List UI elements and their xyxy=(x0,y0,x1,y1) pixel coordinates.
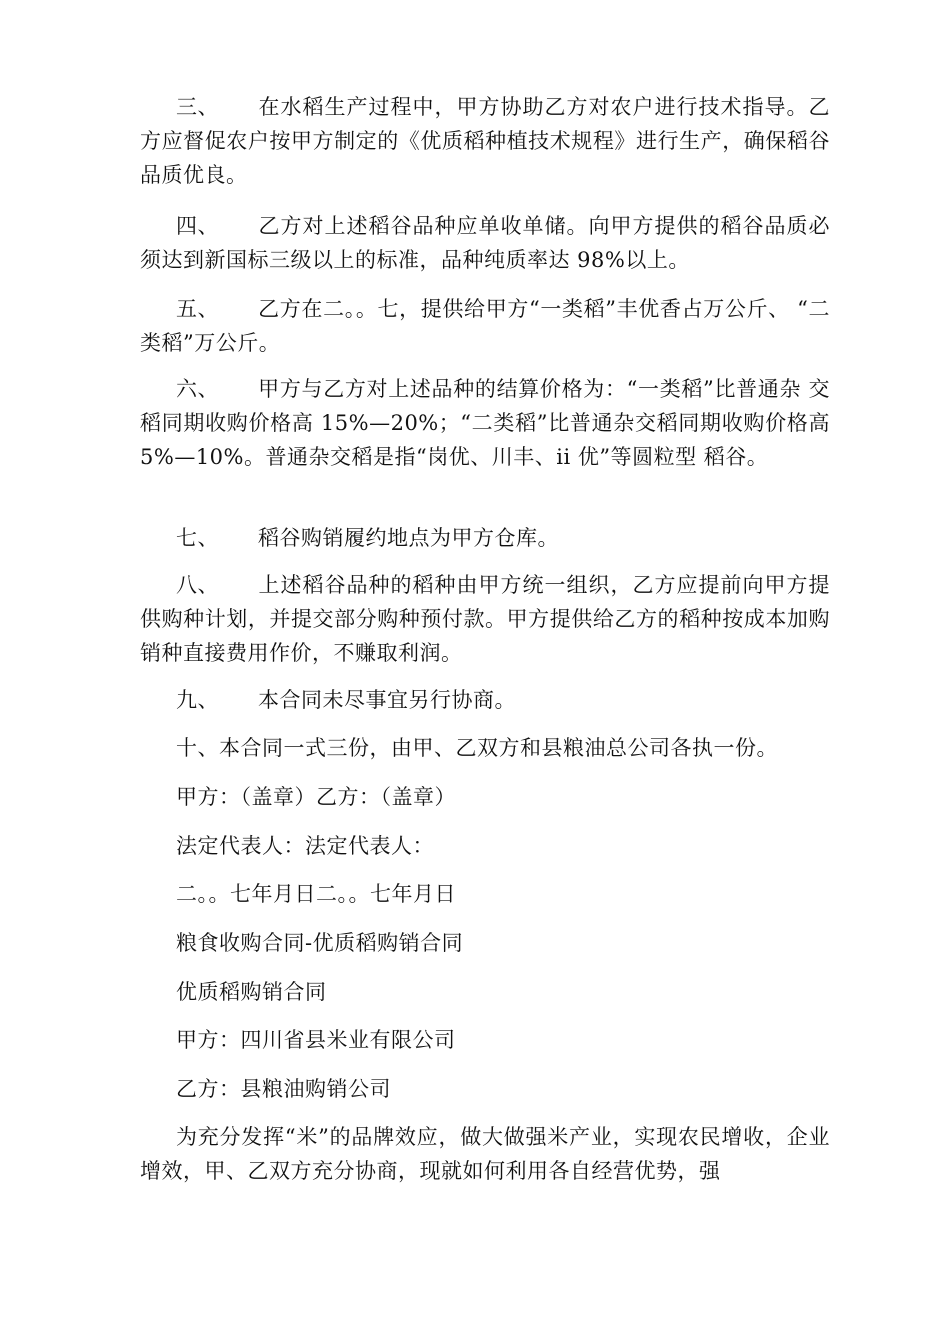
clause-text: 在水稻生产过程中，甲方协助乙方对农户进行技术指导。乙 方应督促农户按甲方制定的《优质稻种植技术规程》进行生产，确保稻谷品质优良。 xyxy=(140,95,830,187)
clause-text: 乙方在二。。七，提供给甲方“一类稻”丰优香占万公斤、 “二类稻”万公斤。 xyxy=(140,297,830,355)
preamble-paragraph xyxy=(140,1120,830,1188)
clause-8 xyxy=(140,568,830,670)
clause-10: 十、本合同一式三份，由甲、乙双方和县粮油总公司各执一份。 xyxy=(176,736,778,760)
preamble-text: 为充分发挥“米”的品牌效应，做大做强米产业，实现农民增收，企业增效，甲、乙双方充分协商，现就如何利用各自经营优势，强 xyxy=(140,1125,830,1183)
clause-text: 本合同未尽事宜另行协商。 xyxy=(258,688,516,712)
signature-date-line: 二。。七年月日二。。七年月日 xyxy=(176,882,456,906)
clause-3 xyxy=(140,90,830,192)
clause-number: 七、 xyxy=(176,526,219,550)
clause-number: 三、 xyxy=(176,95,219,119)
clause-5 xyxy=(140,292,830,360)
clause-number: 六、 xyxy=(176,377,219,401)
party-a-line: 甲方：四川省县米业有限公司 xyxy=(176,1028,456,1052)
clause-9 xyxy=(140,683,830,717)
clause-text: 甲方与乙方对上述品种的结算价格为：“一类稻”比普通杂 交稻同期收购价格高 15%—20%；“二类稻”比普通杂交稻同期收购价格高 5%—10%。普通杂交稻是指“岗优、川丰、ii 优”等圆粒型 稻谷。 xyxy=(140,377,830,469)
signature-seal-line: 甲方：（盖章）乙方：（盖章） xyxy=(176,785,456,809)
clause-4 xyxy=(140,209,830,277)
clause-text: 乙方对上述稻谷品种应单收单储。向甲方提供的稻谷品质必 须达到新国标三级以上的标准，品种纯质率达 98%以上。 xyxy=(140,214,830,272)
clause-number: 五、 xyxy=(176,297,219,321)
clause-6 xyxy=(140,372,830,474)
clause-text: 稻谷购销履约地点为甲方仓库。 xyxy=(258,526,559,550)
clause-number: 九、 xyxy=(176,688,219,712)
clause-7 xyxy=(140,521,830,555)
clause-number: 四、 xyxy=(176,214,219,238)
signature-representative-line: 法定代表人：法定代表人： xyxy=(176,834,434,858)
clause-text: 上述稻谷品种的稻种由甲方统一组织，乙方应提前向甲方提 供购种计划，并提交部分购种预付款。甲方提供给乙方的稻种按成本加购销种直接费用作价，不赚取利润。 xyxy=(140,573,830,665)
party-b-line: 乙方：县粮油购销公司 xyxy=(176,1077,391,1101)
contract-heading-short: 优质稻购销合同 xyxy=(176,980,327,1004)
contract-heading-full: 粮食收购合同-优质稻购销合同 xyxy=(176,931,464,955)
clause-number: 八、 xyxy=(176,573,219,597)
